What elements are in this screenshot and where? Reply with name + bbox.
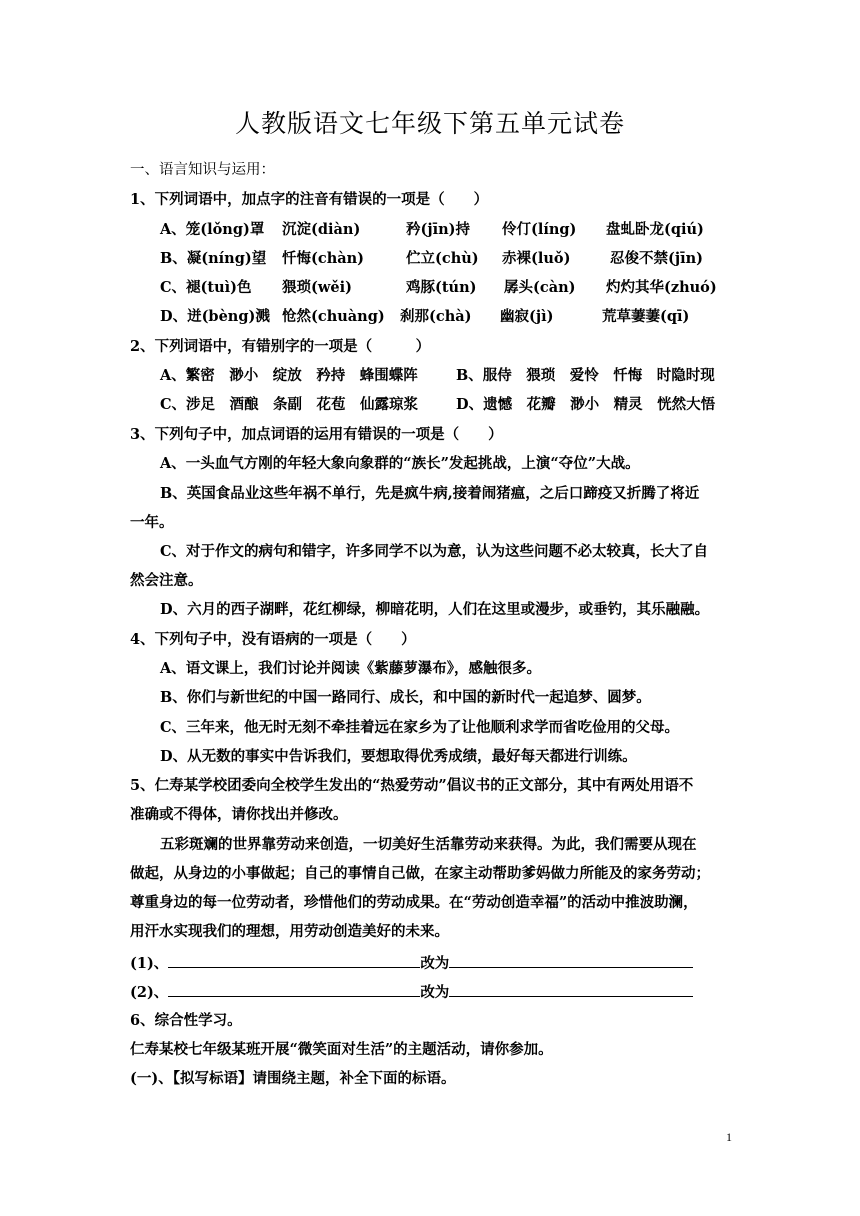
question-3-stem: 3、下列句子中，加点词语的运用有错误的一项是（ ） — [130, 426, 503, 443]
answer-blank-original-1[interactable] — [168, 952, 420, 968]
q4-option-c: C、三年来，他无时无刻不牵挂着远在家乡为了让他顺利求学而省吃俭用的父母。 — [160, 719, 680, 736]
q5-passage-line3: 尊重身边的每一位劳动者，珍惜他们的劳动成果。在“劳动创造幸福”的活动中推波助澜， — [130, 894, 698, 911]
answer-label: (1)、 — [130, 955, 169, 972]
q3-option-b-line2: 一年。 — [130, 514, 174, 531]
q3-option-d: D、六月的西子湖畔，花红柳绿，柳暗花明，人们在这里或漫步，或垂钓，其乐融融。 — [160, 601, 710, 618]
question-5-stem-line1: 5、仁寿某学校团委向全校学生发出的“热爱劳动”倡议书的正文部分，其中有两处用语不 — [130, 777, 694, 794]
q1-option-c: C、褪(tuì)色 猥琐(wěi) 鸡豚(tún) 孱头(càn) 灼灼其华(zhuó) — [160, 279, 717, 296]
q1-option-a: A、笼(lǒng)罩 沉淀(diàn) 矜(jīn)持 伶仃(líng) 盘虬卧龙(qiú) — [160, 221, 704, 238]
question-2-stem: 2、下列词语中，有错别字的一项是（ ） — [130, 338, 431, 355]
answer-blank-original-2[interactable] — [168, 981, 420, 997]
q1-option-b: B、凝(níng)望 忏悔(chàn) 伫立(chù) 赤裸(luǒ) 忍俊不禁(jīn) — [160, 250, 704, 267]
change-label: 改为 — [420, 955, 450, 972]
q5-passage-line2: 做起，从身边的小事做起；自己的事情自己做，在家主动帮助爹妈做力所能及的家务劳动； — [130, 865, 710, 882]
q4-option-a: A、语文课上，我们讨论并阅读《紫藤萝瀑布》，感触很多。 — [160, 660, 541, 677]
q3-option-c-line1: C、对于作文的病句和错字，许多同学不以为意，认为这些问题不必太较真，长大了自 — [160, 543, 709, 560]
answer-blank-revised-2[interactable] — [449, 981, 693, 997]
q2-option-c: C、涉足 酒酿 条副 花苞 仙露琼浆 — [160, 396, 419, 413]
q5-answer-row-1 — [130, 952, 693, 974]
section-heading: 一、语言知识与运用： — [130, 162, 275, 178]
q3-option-b-line1: B、英国食品业这些年祸不单行，先是疯牛病,接着闹猪瘟，之后口蹄疫又折腾了将近 — [160, 485, 700, 502]
q6-intro: 仁寿某校七年级某班开展“微笑面对生活”的主题活动，请你参加。 — [130, 1041, 553, 1058]
q2-option-d: D、遗憾 花瓣 渺小 精灵 恍然大悟 — [456, 396, 716, 413]
answer-label: (2)、 — [130, 984, 169, 1001]
question-4-stem: 4、下列句子中，没有语病的一项是（ ） — [130, 631, 416, 648]
q3-option-c-line2: 然会注意。 — [130, 572, 203, 589]
q5-passage-line1: 五彩斑斓的世界靠劳动来创造，一切美好生活靠劳动来获得。为此，我们需要从现在 — [160, 836, 697, 853]
change-label: 改为 — [420, 984, 450, 1001]
q6-subquestion-1: (一)、【拟写标语】请围绕主题，补全下面的标语。 — [130, 1070, 456, 1087]
question-5-stem-line2: 准确或不得体，请你找出并修改。 — [130, 806, 348, 823]
q3-option-a: A、一头血气方刚的年轻大象向象群的“族长”发起挑战，上演“夺位”大战。 — [160, 455, 640, 472]
q1-option-d: D、迸(bèng)溅 怆然(chuàng) 刹那(chà) 幽寂(jì) 荒草萋萋(qī) — [160, 308, 690, 325]
q2-option-b: B、服侍 猥琐 爱怜 忏悔 时隐时现 — [456, 367, 715, 384]
q2-option-a: A、繁密 渺小 绽放 矜持 蜂围蝶阵 — [160, 367, 418, 384]
page-title: 人教版语文七年级下第五单元试卷 — [234, 109, 625, 138]
q4-option-d: D、从无数的事实中告诉我们，要想取得优秀成绩，最好每天都进行训练。 — [160, 748, 637, 765]
q5-answer-row-2 — [130, 981, 693, 1003]
page-number: 1 — [726, 1130, 732, 1144]
answer-blank-revised-1[interactable] — [449, 952, 693, 968]
q4-option-b: B、你们与新世纪的中国一路同行、成长，和中国的新时代一起追梦、圆梦。 — [160, 689, 651, 706]
question-1-stem: 1、下列词语中，加点字的注音有错误的一项是（ ） — [130, 191, 489, 208]
question-6-stem: 6、综合性学习。 — [130, 1012, 242, 1029]
q5-passage-line4: 用汗水实现我们的理想，用劳动创造美好的未来。 — [130, 923, 449, 940]
